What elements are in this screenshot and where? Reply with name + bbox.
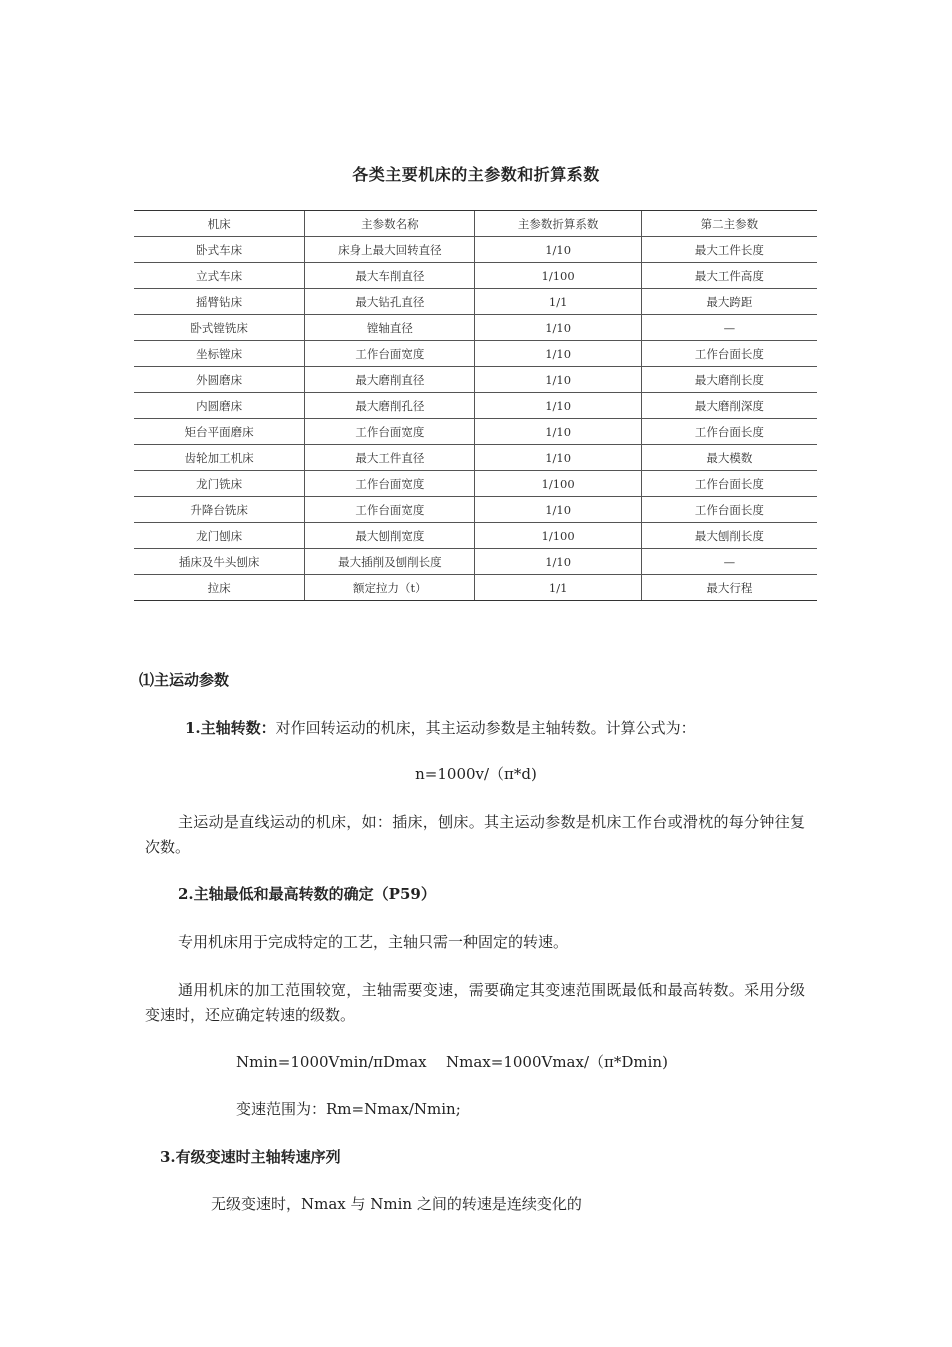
table-cell: 1/1 [475,575,641,601]
machine-parameter-table [134,210,817,601]
table-cell: 工作台面宽度 [305,419,475,445]
table-cell: 最大模数 [641,445,817,471]
table-cell: 最大磨削直径 [305,367,475,393]
formula-nmax: Nmax=1000Vmax/（π*Dmin) [446,1053,668,1071]
table-cell: 1/10 [475,549,641,575]
table-row [134,341,817,367]
table-cell: 镗轴直径 [305,315,475,341]
table-cell: 工作台面宽度 [305,497,475,523]
table-row [134,497,817,523]
table-cell: 外圆磨床 [134,367,305,393]
table-row [134,419,817,445]
table-cell: 最大工件直径 [305,445,475,471]
table-cell: 最大钻孔直径 [305,289,475,315]
table-cell: 最大车削直径 [305,263,475,289]
table-cell: 内圆磨床 [134,393,305,419]
table-cell: 最大工件长度 [641,237,817,263]
paragraph-special-machine: 专用机床用于完成特定的工艺，主轴只需一种固定的转速。 [178,933,569,951]
table-row [134,575,817,601]
page-title: 各类主要机床的主参数和折算系数 [352,165,600,184]
table-cell: 最大跨距 [641,289,817,315]
table-cell: 1/1 [475,289,641,315]
table-cell: 卧式镗铣床 [134,315,305,341]
item-spindle-speed-text: 对作回转运动的机床，其主运动参数是主轴转数。计算公式为： [275,719,696,737]
formula-nmin: Nmin=1000Vmin/πDmax [236,1053,427,1071]
table-cell: 1/10 [475,315,641,341]
table-cell: — [641,549,817,575]
column-header-conversion-factor: 主参数折算系数 [475,211,641,237]
table-cell: 最大插削及刨削长度 [305,549,475,575]
table-cell: 工作台面长度 [641,341,817,367]
column-header-second-parameter: 第二主参数 [641,211,817,237]
table-cell: 升降台铣床 [134,497,305,523]
section-heading-main-motion: ⑴主运动参数 [139,671,230,689]
table-cell: 1/10 [475,419,641,445]
table-cell: 最大刨削长度 [641,523,817,549]
table-cell: 工作台面长度 [641,497,817,523]
table-cell: 1/10 [475,367,641,393]
table-cell: 立式车床 [134,263,305,289]
table-cell: 齿轮加工机床 [134,445,305,471]
column-header-main-parameter: 主参数名称 [305,211,475,237]
table-cell: 工作台面宽度 [305,471,475,497]
table-cell: 坐标镗床 [134,341,305,367]
table-cell: 最大磨削孔径 [305,393,475,419]
table-cell: 工作台面长度 [641,471,817,497]
paragraph-stepless-speed: 无级变速时，Nmax 与 Nmin 之间的转速是连续变化的 [211,1195,582,1213]
table-cell: 1/10 [475,497,641,523]
table-cell: 矩台平面磨床 [134,419,305,445]
table-cell: 卧式车床 [134,237,305,263]
heading-min-max-speed: 2.主轴最低和最高转数的确定（P59） [178,885,436,903]
item-spindle-speed-label: 1.主轴转数： [185,719,276,737]
table-row [134,263,817,289]
table-cell: 最大工件高度 [641,263,817,289]
table-cell: 龙门铣床 [134,471,305,497]
table-row [134,393,817,419]
table-cell: 最大磨削深度 [641,393,817,419]
paragraph-linear-motion: 主运动是直线运动的机床，如：插床，刨床。其主运动参数是机床工作台或滑枕的每分钟往复次数。 [145,813,805,856]
table-cell: 最大行程 [641,575,817,601]
table-cell: 1/10 [475,237,641,263]
formula-speed-range: 变速范围为：Rm=Nmax/Nmin; [236,1100,461,1118]
table-cell: 1/10 [475,445,641,471]
table-cell: 龙门刨床 [134,523,305,549]
table-cell: 1/100 [475,523,641,549]
heading-stepped-speed-series: 3.有级变速时主轴转速序列 [160,1148,341,1166]
table-cell: 1/10 [475,393,641,419]
table-cell: 插床及牛头刨床 [134,549,305,575]
table-cell: — [641,315,817,341]
table-cell: 最大磨削长度 [641,367,817,393]
formula-spindle-speed: n=1000v/（π*d) [415,765,537,783]
item-spindle-speed [185,716,696,740]
table-cell: 1/100 [475,263,641,289]
table-cell: 最大刨削宽度 [305,523,475,549]
table-cell: 工作台面宽度 [305,341,475,367]
table-row [134,315,817,341]
table-cell: 工作台面长度 [641,419,817,445]
table-row [134,289,817,315]
column-header-machine: 机床 [134,211,305,237]
table-cell: 1/10 [475,341,641,367]
table-row [134,237,817,263]
paragraph-general-machine: 通用机床的加工范围较宽，主轴需要变速，需要确定其变速范围既最低和最高转数。采用分级变速时，还应确定转速的级数。 [145,981,805,1024]
table-cell: 摇臂钻床 [134,289,305,315]
table-cell: 床身上最大回转直径 [305,237,475,263]
table-row [134,445,817,471]
table-cell: 1/100 [475,471,641,497]
table-row [134,367,817,393]
table-header-row [134,211,817,237]
table-row [134,471,817,497]
table-cell: 拉床 [134,575,305,601]
table-cell: 额定拉力（t） [305,575,475,601]
table-row [134,549,817,575]
table-row [134,523,817,549]
